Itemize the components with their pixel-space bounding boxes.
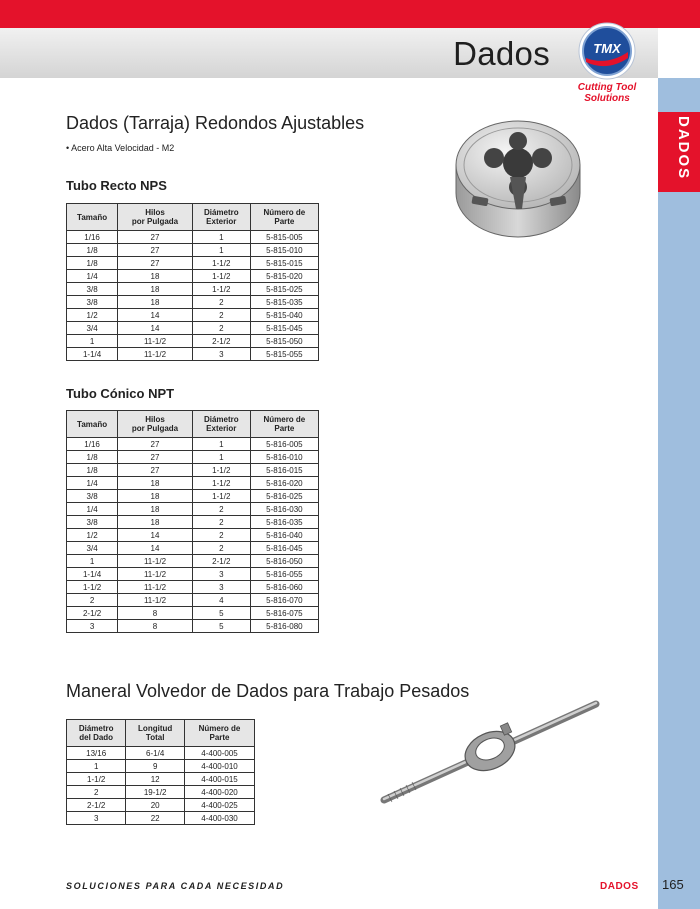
table-cell: 5-816-050 — [250, 555, 318, 568]
round-die-image — [450, 103, 586, 243]
table-cell: 1-1/2 — [192, 490, 250, 503]
table-cell: 18 — [118, 296, 193, 309]
table-cell: 1-1/2 — [67, 581, 118, 594]
table-row — [67, 529, 319, 542]
page-title: Dados — [453, 35, 550, 72]
table-row — [67, 270, 319, 283]
table-cell: 5-816-005 — [250, 438, 318, 451]
column-header: Tamaño — [67, 204, 118, 231]
table-cell: 5-815-020 — [250, 270, 318, 283]
table-cell: 1 — [67, 760, 126, 773]
table-cell: 2 — [67, 786, 126, 799]
table-row — [67, 477, 319, 490]
table-row — [67, 594, 319, 607]
table-cell: 1-1/2 — [67, 773, 126, 786]
table-cell: 5 — [192, 607, 250, 620]
table-cell: 19-1/2 — [126, 786, 185, 799]
table-cell: 8 — [118, 607, 193, 620]
table-cell: 1-1/2 — [192, 270, 250, 283]
table-cell: 3 — [192, 568, 250, 581]
table-cell: 2-1/2 — [67, 799, 126, 812]
table-row — [67, 786, 255, 799]
table-cell: 5-816-055 — [250, 568, 318, 581]
nps-table-title: Tubo Recto NPS — [66, 178, 167, 193]
table-cell: 5-815-025 — [250, 283, 318, 296]
table-row — [67, 568, 319, 581]
side-band — [658, 78, 700, 909]
table-cell: 5-816-075 — [250, 607, 318, 620]
table-cell: 4-400-025 — [184, 799, 254, 812]
column-header: Diámetro Exterior — [192, 204, 250, 231]
table-cell: 1 — [67, 555, 118, 568]
table-cell: 2 — [67, 594, 118, 607]
table-row — [67, 464, 319, 477]
table-cell: 4-400-030 — [184, 812, 254, 825]
table-cell: 11-1/2 — [118, 594, 193, 607]
table-cell: 2-1/2 — [67, 607, 118, 620]
table-cell: 6-1/4 — [126, 747, 185, 760]
table-cell: 27 — [118, 451, 193, 464]
table-cell: 5-815-010 — [250, 244, 318, 257]
table-cell: 5-816-080 — [250, 620, 318, 633]
table-row — [67, 620, 319, 633]
tmx-logo — [578, 22, 636, 80]
table-cell: 18 — [118, 503, 193, 516]
table-cell: 5-816-060 — [250, 581, 318, 594]
section-title-maneral: Maneral Volvedor de Dados para Trabajo Pesados — [66, 681, 470, 701]
table-cell: 18 — [118, 490, 193, 503]
table-cell: 5-816-015 — [250, 464, 318, 477]
table-cell: 14 — [118, 542, 193, 555]
table-cell: 18 — [118, 477, 193, 490]
section-title-dados: Dados (Tarraja) Redondos Ajustables — [66, 113, 365, 133]
logo-line-2: Solutions — [584, 93, 630, 104]
table-cell: 2 — [192, 296, 250, 309]
table-row — [67, 231, 319, 244]
table-cell: 3/8 — [67, 516, 118, 529]
table-cell: 12 — [126, 773, 185, 786]
table-cell: 3/8 — [67, 283, 118, 296]
table-cell: 5-816-070 — [250, 594, 318, 607]
die-stock-image — [378, 690, 603, 810]
table-row — [67, 244, 319, 257]
table-cell: 8 — [118, 620, 193, 633]
page-number: 165 — [662, 877, 684, 892]
table-row — [67, 296, 319, 309]
material-bullet: • Acero Alta Velocidad - M2 — [66, 143, 175, 153]
header-band — [0, 28, 658, 78]
table-header-row — [67, 411, 319, 438]
table-cell: 11-1/2 — [118, 555, 193, 568]
table-cell: 1 — [192, 438, 250, 451]
table-row — [67, 555, 319, 568]
column-header: Tamaño — [67, 411, 118, 438]
table-cell: 4-400-020 — [184, 786, 254, 799]
table-row — [67, 503, 319, 516]
table-cell: 1/4 — [67, 477, 118, 490]
table-cell: 5-815-035 — [250, 296, 318, 309]
table-cell: 27 — [118, 257, 193, 270]
table-row — [67, 812, 255, 825]
table-cell: 18 — [118, 283, 193, 296]
table-cell: 5-816-030 — [250, 503, 318, 516]
table-row — [67, 257, 319, 270]
table-cell: 5-815-015 — [250, 257, 318, 270]
table-cell: 5-816-025 — [250, 490, 318, 503]
table-cell: 5-816-040 — [250, 529, 318, 542]
table-cell: 4-400-005 — [184, 747, 254, 760]
table-cell: 3/4 — [67, 322, 118, 335]
table-cell: 5-815-005 — [250, 231, 318, 244]
table-cell: 11-1/2 — [118, 581, 193, 594]
table-cell: 1-1/2 — [192, 477, 250, 490]
table-cell: 2-1/2 — [192, 335, 250, 348]
table-cell: 18 — [118, 516, 193, 529]
nps-table — [66, 203, 319, 361]
table-cell: 1/8 — [67, 257, 118, 270]
table-cell: 1-1/4 — [67, 568, 118, 581]
logo-line-1: Cutting Tool — [577, 82, 637, 93]
table-row — [67, 438, 319, 451]
table-cell: 11-1/2 — [118, 568, 193, 581]
table-cell: 5-816-035 — [250, 516, 318, 529]
table-cell: 9 — [126, 760, 185, 773]
table-cell: 1/2 — [67, 529, 118, 542]
table-cell: 5-816-010 — [250, 451, 318, 464]
table-cell: 3/8 — [67, 296, 118, 309]
column-header: Hilos por Pulgada — [118, 411, 193, 438]
table-cell: 1/8 — [67, 244, 118, 257]
table-cell: 1 — [192, 231, 250, 244]
table-cell: 3 — [192, 348, 250, 361]
table-cell: 4-400-010 — [184, 760, 254, 773]
table-row — [67, 773, 255, 786]
table-row — [67, 760, 255, 773]
table-cell: 1-1/2 — [192, 257, 250, 270]
table-cell: 20 — [126, 799, 185, 812]
table-row — [67, 335, 319, 348]
table-cell: 27 — [118, 231, 193, 244]
table-cell: 14 — [118, 309, 193, 322]
table-cell: 11-1/2 — [118, 335, 193, 348]
table-cell: 1/4 — [67, 270, 118, 283]
table-row — [67, 322, 319, 335]
table-row — [67, 607, 319, 620]
table-cell: 3 — [192, 581, 250, 594]
column-header: Número de Parte — [184, 720, 254, 747]
table-cell: 1/8 — [67, 451, 118, 464]
table-cell: 1-1/4 — [67, 348, 118, 361]
npt-table-title: Tubo Cónico NPT — [66, 386, 175, 401]
table-cell: 1/8 — [67, 464, 118, 477]
column-header: Hilos por Pulgada — [118, 204, 193, 231]
table-row — [67, 451, 319, 464]
table-row — [67, 309, 319, 322]
table-cell: 2 — [192, 309, 250, 322]
table-cell: 1 — [192, 451, 250, 464]
table-cell: 2 — [192, 542, 250, 555]
table-header-row — [67, 204, 319, 231]
table-row — [67, 581, 319, 594]
table-cell: 2 — [192, 322, 250, 335]
table-cell: 5-815-055 — [250, 348, 318, 361]
table-cell: 1 — [192, 244, 250, 257]
table-cell: 5-815-040 — [250, 309, 318, 322]
side-tab-label: DADOS — [675, 116, 692, 181]
table-cell: 1/4 — [67, 503, 118, 516]
table-cell: 1-1/2 — [192, 283, 250, 296]
table-cell: 3/8 — [67, 490, 118, 503]
table-cell: 14 — [118, 322, 193, 335]
table-cell: 5-816-045 — [250, 542, 318, 555]
table-cell: 27 — [118, 244, 193, 257]
table-cell: 1/2 — [67, 309, 118, 322]
footer-section: DADOS — [600, 881, 639, 892]
logo-mark: TMX — [593, 41, 621, 56]
table-cell: 5 — [192, 620, 250, 633]
table-row — [67, 348, 319, 361]
table-cell: 27 — [118, 438, 193, 451]
table-cell: 1/16 — [67, 231, 118, 244]
table-row — [67, 516, 319, 529]
maneral-table — [66, 719, 255, 825]
npt-table — [66, 410, 319, 633]
table-cell: 27 — [118, 464, 193, 477]
table-cell: 3 — [67, 812, 126, 825]
table-cell: 4-400-015 — [184, 773, 254, 786]
table-cell: 1-1/2 — [192, 464, 250, 477]
table-cell: 3 — [67, 620, 118, 633]
table-cell: 1/16 — [67, 438, 118, 451]
table-cell: 18 — [118, 270, 193, 283]
table-cell: 2 — [192, 529, 250, 542]
table-cell: 3/4 — [67, 542, 118, 555]
table-row — [67, 490, 319, 503]
table-cell: 2 — [192, 503, 250, 516]
table-cell: 2 — [192, 516, 250, 529]
table-row — [67, 799, 255, 812]
column-header: Diámetro del Dado — [67, 720, 126, 747]
table-row — [67, 747, 255, 760]
table-row — [67, 283, 319, 296]
logo-text — [566, 82, 648, 104]
column-header: Diámetro Exterior — [192, 411, 250, 438]
table-cell: 2-1/2 — [192, 555, 250, 568]
footer-slogan: SOLUCIONES PARA CADA NECESIDAD — [66, 881, 285, 891]
table-cell: 5-816-020 — [250, 477, 318, 490]
column-header: Longitud Total — [126, 720, 185, 747]
table-cell: 1 — [67, 335, 118, 348]
table-cell: 5-815-050 — [250, 335, 318, 348]
table-cell: 14 — [118, 529, 193, 542]
table-cell: 11-1/2 — [118, 348, 193, 361]
table-row — [67, 542, 319, 555]
column-header: Número de Parte — [250, 411, 318, 438]
column-header: Número de Parte — [250, 204, 318, 231]
table-cell: 22 — [126, 812, 185, 825]
table-cell: 13/16 — [67, 747, 126, 760]
table-cell: 5-815-045 — [250, 322, 318, 335]
table-header-row — [67, 720, 255, 747]
table-cell: 4 — [192, 594, 250, 607]
